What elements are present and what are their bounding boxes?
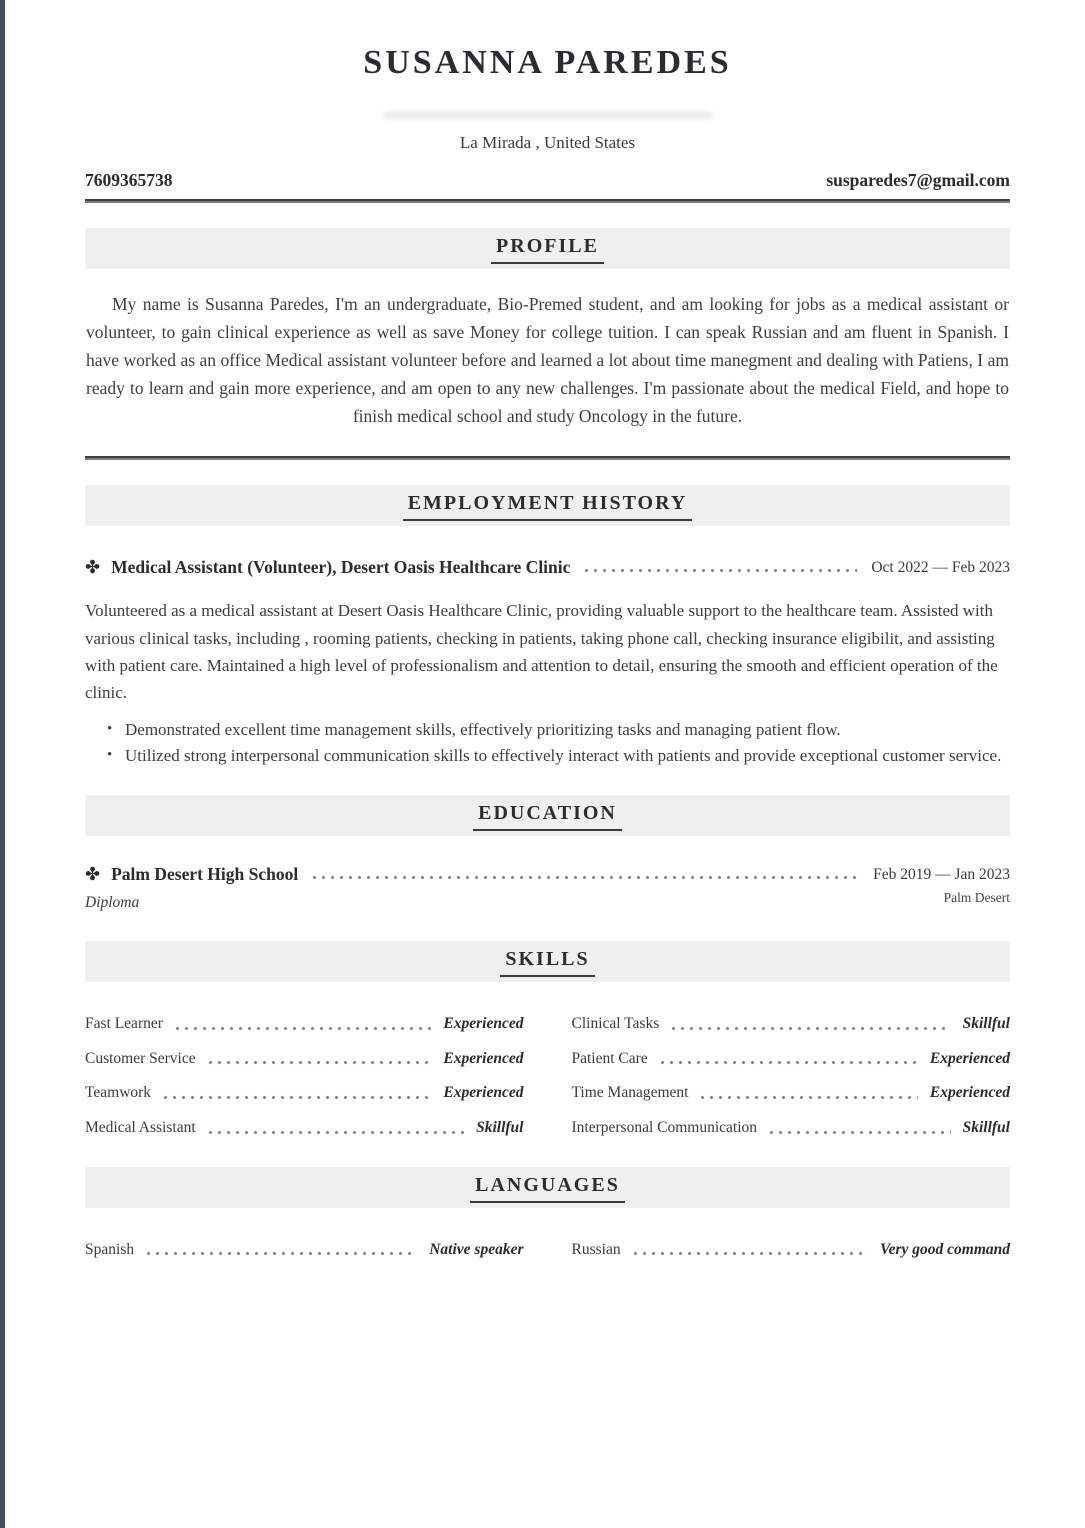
section-header-languages: [85, 1167, 1010, 1208]
dotted-leader: [769, 1130, 951, 1135]
header-divider: [85, 199, 1010, 203]
skill-label: Time Management: [571, 1084, 689, 1102]
skill-label: Interpersonal Communication: [571, 1118, 758, 1136]
language-label: Russian: [571, 1240, 621, 1258]
skill-row: [572, 1082, 1011, 1104]
contact-row: [85, 170, 1010, 191]
school-name: Palm Desert High School: [111, 863, 299, 884]
dotted-leader: [175, 1026, 432, 1031]
education-title: EDUCATION: [473, 800, 622, 831]
skill-row: [572, 1048, 1011, 1070]
skill-level: Skillful: [962, 1014, 1010, 1032]
skill-level: Experienced: [929, 1084, 1010, 1102]
skill-row: [85, 1013, 524, 1035]
skill-level: Experienced: [443, 1084, 524, 1102]
skills-title: SKILLS: [500, 946, 594, 977]
skill-level: Experienced: [929, 1049, 1010, 1067]
skill-level: Experienced: [443, 1049, 524, 1067]
dotted-leader: [660, 1060, 918, 1065]
dotted-leader: [633, 1251, 868, 1256]
skill-label: Clinical Tasks: [571, 1014, 660, 1032]
dotted-leader: [700, 1095, 917, 1100]
skill-label: Teamwork: [85, 1084, 152, 1102]
language-level: Very good command: [879, 1240, 1010, 1258]
clover-marker-icon: ✤: [85, 863, 101, 884]
education-header-row: [85, 864, 1010, 885]
job-title: Medical Assistant (Volunteer), Desert Oasis Healthcare Clinic: [111, 557, 571, 578]
language-label: Spanish: [85, 1240, 135, 1258]
employment-title: EMPLOYMENT HISTORY: [403, 490, 693, 521]
school-location: Palm Desert: [943, 889, 1010, 905]
language-level: Native speaker: [429, 1240, 524, 1258]
skill-label: Customer Service: [85, 1049, 196, 1067]
skill-row: [85, 1082, 524, 1104]
email-address: susparedes7@gmail.com: [826, 170, 1010, 191]
dotted-leader: [208, 1060, 432, 1065]
dotted-leader: [146, 1251, 417, 1256]
section-header-employment: [85, 485, 1010, 526]
dotted-leader: [584, 568, 857, 573]
skill-row: [572, 1013, 1011, 1035]
skill-row: [85, 1117, 524, 1139]
job-entry: [85, 557, 1010, 769]
dotted-leader: [671, 1026, 950, 1031]
page-edge-bar: [0, 0, 5, 1528]
profile-divider: [85, 456, 1010, 460]
skill-level: Experienced: [443, 1014, 524, 1032]
languages-title: LANGUAGES: [470, 1172, 625, 1203]
skill-label: Medical Assistant: [85, 1118, 196, 1136]
job-description: Volunteered as a medical assistant at Desert Oasis Healthcare Clinic, providing valuable support to the healthcare team. Assisted with various clinical tasks, including , rooming patients, checking in patients, taking phone call, checking insurance eligibilit, and assisting with patient care. Maintained a high level of professionalism and attention to detail, ensuring the smooth and efficient operation of the clinic.: [85, 601, 998, 702]
skill-label: Patient Care: [571, 1049, 648, 1067]
dotted-leader: [163, 1095, 431, 1100]
profile-title: PROFILE: [491, 233, 604, 264]
education-dates: Feb 2019 — Jan 2023: [873, 865, 1010, 883]
candidate-location: La Mirada , United States: [459, 133, 636, 153]
redacted-address-line: [383, 111, 713, 120]
skill-label: Fast Learner: [85, 1014, 163, 1032]
job-bullet: • Demonstrated excellent time management skills, effectively prioritizing tasks and managing patient flow.: [125, 717, 1010, 743]
clover-marker-icon: ✤: [85, 557, 101, 578]
dotted-leader: [208, 1130, 464, 1135]
skills-grid: [85, 1013, 1010, 1139]
section-header-skills: [85, 941, 1010, 982]
job-bullet-list: [85, 717, 1010, 770]
skill-row: [85, 1048, 524, 1070]
education-subrow: [85, 889, 1010, 912]
job-bullet: • Utilized strong interpersonal communication skills to effectively interact with patients and provide exceptional customer service.: [125, 743, 1010, 769]
education-entry: [85, 864, 1010, 912]
profile-text: My name is Susanna Paredes, I'm an undergraduate, Bio-Premed student, and am looking for jobs as a medical assistant or volunteer, to gain clinical experience as well as save Money for college tuition. I can speak Russian and am fluent in Spanish. I have worked as an office Medical assistant volunteer before and learned a lot about time manegment and dealing with Patiens, I am ready to learn and gain more experience, and am open to any new challenges. I'm passionate about the medical Field, and hope to finish medical school and study Oncology in the future.: [86, 294, 1009, 427]
job-dates: Oct 2022 — Feb 2023: [871, 559, 1010, 577]
language-row: [572, 1239, 1011, 1261]
dotted-leader: [312, 875, 859, 880]
phone-number: 7609365738: [85, 170, 173, 191]
section-header-education: [85, 795, 1010, 836]
candidate-name: SUSANNA PAREDES: [363, 44, 732, 81]
degree-name: Diploma: [85, 893, 140, 911]
languages-grid: [85, 1239, 1010, 1261]
skill-level: Skillful: [962, 1118, 1010, 1136]
skill-level: Skillful: [476, 1118, 524, 1136]
skill-row: [572, 1117, 1011, 1139]
section-header-profile: [85, 228, 1010, 269]
language-row: [85, 1239, 524, 1261]
job-header-row: [85, 557, 1010, 578]
